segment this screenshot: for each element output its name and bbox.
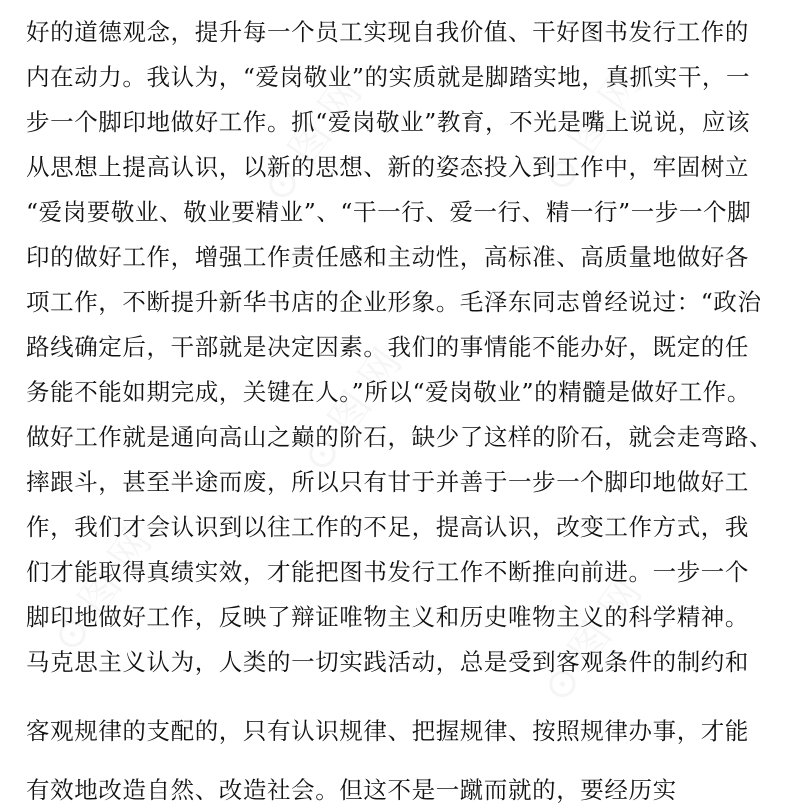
paragraph-line: 印的做好工作，增强工作责任感和主动性，高标准、高质量地做好各 — [26, 243, 749, 271]
watermark: ⊙ 图 网 — [533, 60, 652, 201]
paragraph-line: 们才能取得真绩实效，才能把图书发行工作不断推向前进。一步一个 — [26, 558, 749, 586]
paragraph-line: 作，我们才会认识到以往工作的不足，提高认识，改变工作方式，我 — [26, 513, 749, 541]
watermark: ⊙ 图 网 — [253, 70, 372, 211]
watermark: ⊙ 图 网 — [43, 520, 162, 661]
watermark: ⊙ 图 网 — [293, 340, 412, 481]
paragraph-line: 内在动力。我认为，“爱岗敬业”的实质就是脚踏实地，真抓实干，一 — [26, 63, 751, 91]
paragraph-line: 项工作，不断提升新华书店的企业形象。毛泽东同志曾经说过：“政治 — [26, 288, 762, 316]
paragraph-line: 从思想上提高认识，以新的思想、新的姿态投入到工作中，牢固树立 — [26, 153, 749, 181]
watermark: ⊙ 图 网 — [533, 570, 652, 711]
paragraph-line: “爱岗要敬业、敬业要精业”、“干一行、爱一行、精一行”一步一个脚 — [26, 198, 752, 226]
paragraph-line: 务能不能如期完成，关键在人。”所以“爱岗敬业”的精髓是做好工作。 — [26, 378, 751, 406]
paragraph-line: 好的道德观念，提升每一个员工实现自我价值、干好图书发行工作的 — [26, 18, 749, 46]
paragraph-line: 有效地改造自然、改造社会。但这不是一蹴而就的，要经历实 — [26, 776, 677, 804]
paragraph-line: 做好工作就是通向高山之巅的阶石，缺少了这样的阶石，就会走弯路、 — [26, 423, 774, 451]
paragraph-line: 步一个脚印地做好工作。抓“爱岗敬业”教育，不光是嘴上说说，应该 — [26, 108, 751, 136]
paragraph-line: 路线确定后，干部就是决定因素。我们的事情能不能办好，既定的任 — [26, 333, 749, 361]
paragraph-line: 摔跟斗，甚至半途而废，所以只有甘于并善于一步一个脚印地做好工 — [26, 468, 749, 496]
paragraph-line: 马克思主义认为，人类的一切实践活动，总是受到客观条件的制约和 — [26, 648, 749, 676]
paragraph-line: 脚印地做好工作，反映了辩证唯物主义和历史唯物主义的科学精神。 — [26, 603, 749, 631]
paragraph-line: 客观规律的支配的，只有认识规律、把握规律、按照规律办事，才能 — [26, 717, 749, 745]
